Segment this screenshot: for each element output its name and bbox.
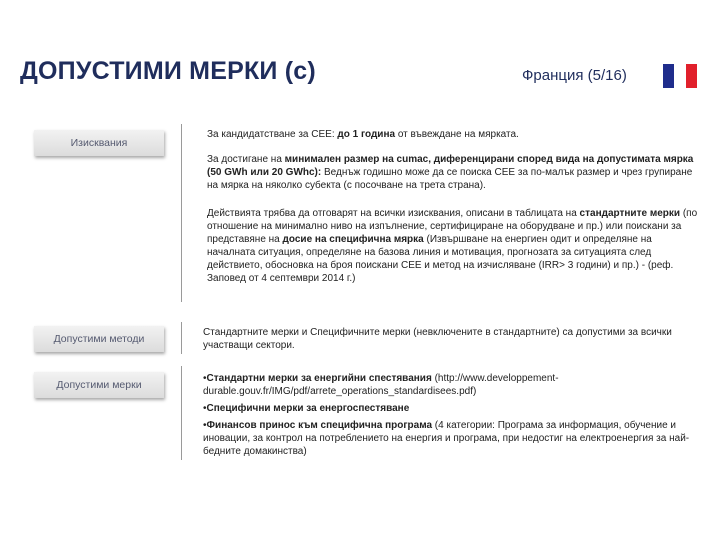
requirement-minimum-b: минимален размер на cumac, диференцирани според вида на допустимата мярка (50 GWh или 20 GWhc): (207, 154, 694, 178)
flag-stripe-white (674, 64, 685, 88)
requirement-actions-a: Действията трябва да отговарят на всички изисквания, описани в таблицата на (207, 208, 580, 219)
measure-standard-label: Стандартни мерки за енергийни спестявания (206, 373, 432, 384)
requirement-minimum-c: Веднъж годишно може да се поиска СЕЕ за по-малък размер и чрез групиране на мярка на няколко субекта (с посочване на трета страна). (207, 167, 693, 191)
requirements-label: Изисквания (34, 130, 164, 156)
measures-list (203, 372, 703, 462)
list-item (203, 402, 703, 415)
list-item (203, 419, 703, 458)
flag-stripe-red (686, 64, 697, 88)
country-page-indicator: Франция (5/16) (522, 67, 627, 84)
france-flag-icon (663, 64, 697, 88)
list-item (203, 372, 703, 398)
requirement-minimum-size-text (207, 153, 702, 192)
flag-stripe-blue (663, 64, 674, 88)
measures-label: Допустими мерки (34, 372, 164, 398)
measure-standard-link: (http://www.developpement-durable.gouv.fr/IMG/pdf/arrete_operations_standardisees.pdf) (203, 373, 559, 397)
measure-program-detail: (4 категории: Програма за информация, обучение и иновации, за контрол на потреблението на енергия и програма, при недостиг на електроенергия за най-бедните домакинства) (203, 420, 690, 457)
requirement-actions-text (207, 207, 702, 285)
requirement-deadline-c: от въвеждане на мярката. (395, 129, 519, 140)
requirement-minimum-a: За достигане на (207, 154, 285, 165)
methods-text: Стандартните мерки и Специфичните мерки (невключените в стандартните) са допустими за всички участващи сектори. (203, 327, 672, 351)
requirement-actions-b: стандартните мерки (579, 208, 681, 219)
page-title: ДОПУСТИМИ МЕРКИ (с) (20, 57, 316, 85)
requirement-deadline-text (207, 128, 702, 141)
measure-specific-label: Специфични мерки за енергоспестяване (206, 403, 410, 414)
requirements-divider (181, 124, 182, 302)
requirement-actions-d: досие на специфична мярка (282, 234, 424, 245)
requirement-deadline-a: За кандидатстване за СЕЕ: (207, 129, 338, 140)
measure-program-label: Финансов принос към специфична програма (206, 420, 433, 431)
requirement-deadline-b: до 1 година (337, 129, 396, 140)
requirement-actions-e: (Извършване на енергиен одит и определяне на началната ситуация, определяне на базова линия и мотивация, прогнозата за ситуацията след действието, обосновка на броя поискани СЕЕ и метод на изчисляване (IRR> 3 години) и пр.) - (реф. Заповед от 4 септември 2014 г.) (207, 234, 674, 284)
methods-divider (181, 322, 182, 354)
methods-label: Допустими методи (34, 326, 164, 352)
measures-divider (181, 366, 182, 460)
requirement-actions-c: (по отношение на минимално ниво на изпълнение, сертифициране на оборудване и пр.) или поискани за представяне на (207, 208, 698, 245)
